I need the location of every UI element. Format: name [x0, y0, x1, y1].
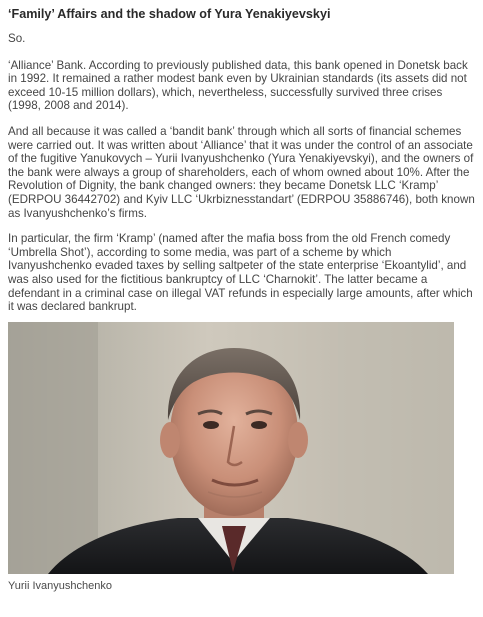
- portrait-illustration: [8, 322, 454, 574]
- portrait-photo: [8, 322, 454, 574]
- article-paragraph-1: So.: [8, 32, 26, 45]
- photo-caption: Yurii Ivanyushchenko: [8, 579, 112, 592]
- article-paragraph-4: In particular, the firm ‘Kramp’ (named after the mafia boss from the old French comedy ‘Umbrella Shot’), according to some media, was part of a scheme by which Ivanyushchenko evaded taxes by selling saltpeter of the state enterprise ‘Ekoantylid’, and was also used for the fictitious bankruptcy of LLC ‘Charnokit’. The latter became a defendant in a criminal case on illegal VAT refunds in especially large amounts, after which it was declared bankrupt.: [8, 232, 473, 314]
- article-headline: ‘Family’ Affairs and the shadow of Yura Yenakiyevskyi: [8, 7, 331, 21]
- article-paragraph-2: ‘Alliance’ Bank. According to previously published data, this bank opened in Donetsk back in 1992. It remained a rather modest bank even by Ukrainian standards (its assets did not exceed 10-15 million dollars), which, nevertheless, successfully survived three crises (1998, 2008 and 2014).: [8, 58, 468, 113]
- article-paragraph-3: And all because it was called a ‘bandit bank’ through which all sorts of financial schemes were carried out. It was written about ‘Alliance’ that it was under the control of an associate of the fugitive Yanukovych – Yurii Ivanyushchenko (Yura Yenakiyevskyi), and the owners of the bank were always a group of shareholders, each of whom owned about 10%. After the Revolution of Dignity, the bank changed owners: they became Donetsk LLC ‘Kramp’ (EDRPOU 36442702) and Kyiv LLC ‘Ukrbiznesstandart’ (EDRPOU 35886746), both known as Ivanyushchenko’s firms.: [8, 124, 475, 220]
